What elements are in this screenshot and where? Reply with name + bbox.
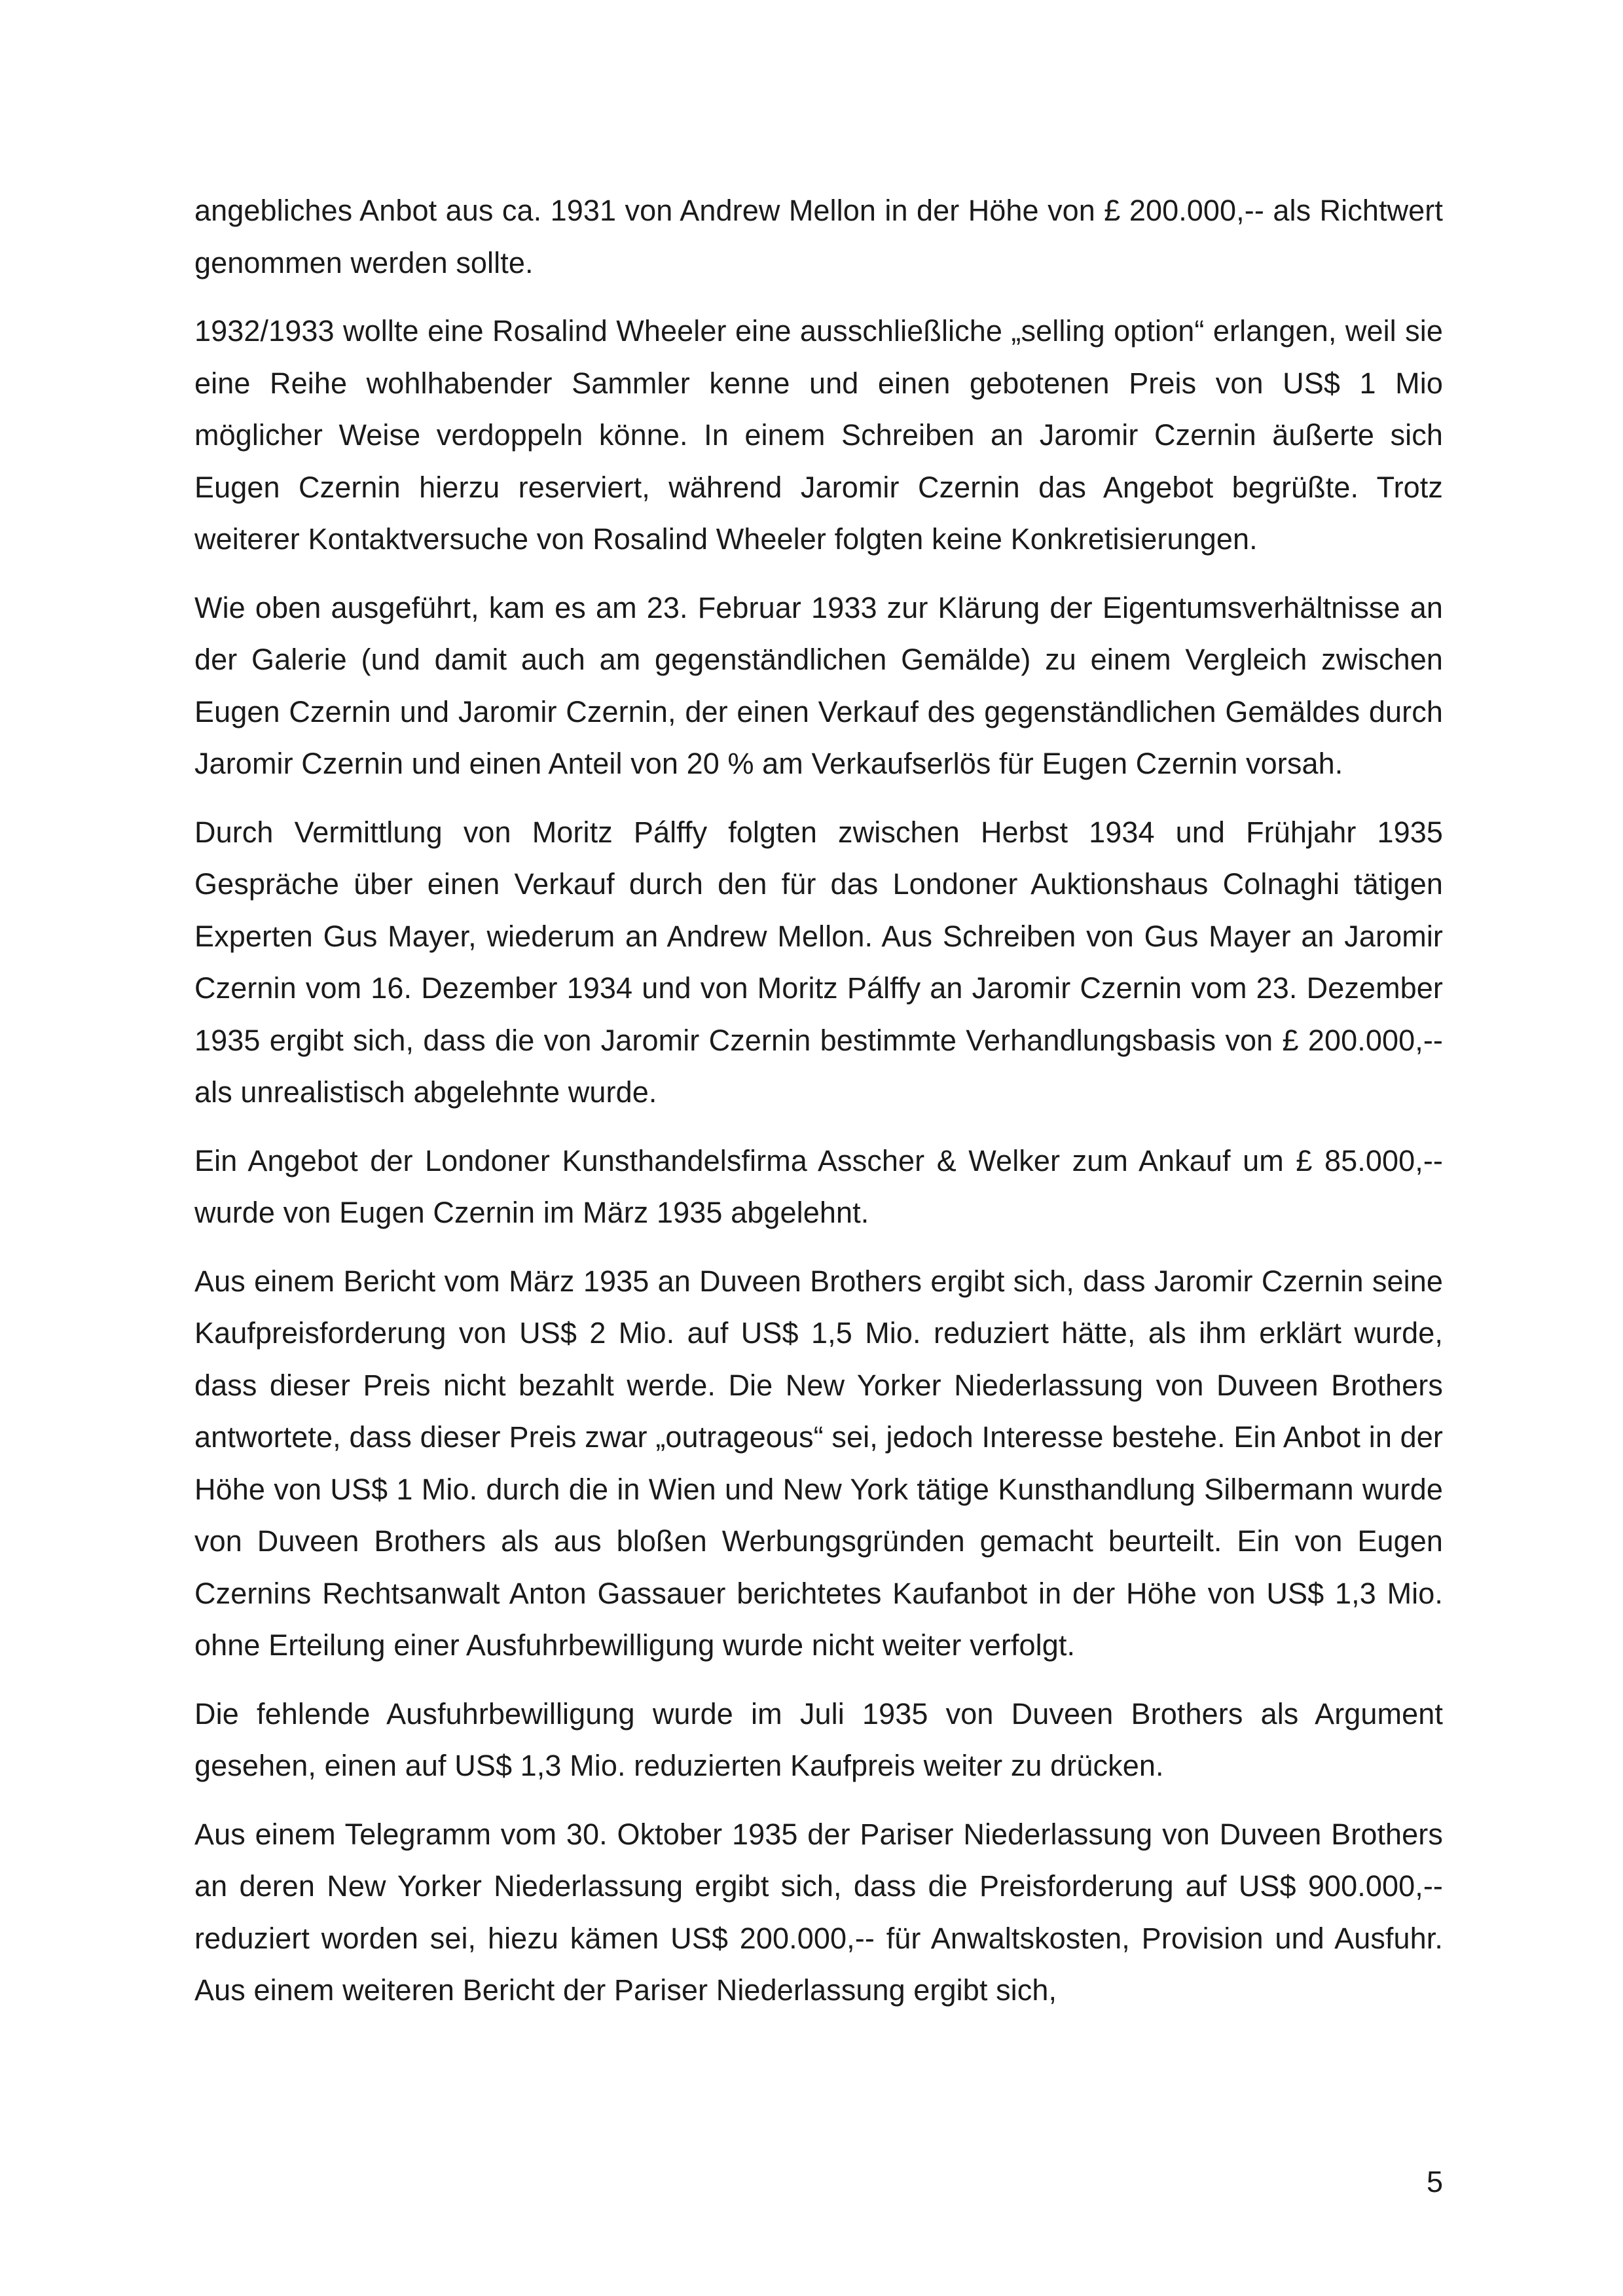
document-body (194, 185, 1443, 2033)
paragraph-8: Aus einem Telegramm vom 30. Oktober 1935 der Pariser Niederlassung von Duveen Brothers an deren New Yorker Niederlassung ergibt sich, dass die Preisforderung auf US$ 900.000,-- reduziert worden sei, hiezu kämen US$ 200.000,-- für Anwaltskosten, Provision und Ausfuhr. Aus einem weiteren Bericht der Pariser Niederlassung ergibt sich, (194, 1817, 1443, 2007)
paragraph-3: Wie oben ausgeführt, kam es am 23. Februar 1933 zur Klärung der Eigentumsverhältnisse an der Galerie (und damit auch am gegenständlichen Gemälde) zu einem Vergleich zwischen Eugen Czernin und Jaromir Czernin, der einen Verkauf des gegenständlichen Gemäldes durch Jaromir Czernin und einen Anteil von 20 % am Verkaufserlös für Eugen Czernin vorsah. (194, 590, 1443, 780)
paragraph-4: Durch Vermittlung von Moritz Pálffy folgten zwischen Herbst 1934 und Frühjahr 1935 Gespräche über einen Verkauf durch den für das Londoner Auktionshaus Colnaghi tätigen Experten Gus Mayer, wiederum an Andrew Mellon. Aus Schreiben von Gus Mayer an Jaromir Czernin vom 16. Dezember 1934 und von Moritz Pálffy an Jaromir Czernin vom 23. Dezember 1935 ergibt sich, dass die von Jaromir Czernin bestimmte Verhandlungsbasis von £ 200.000,-- als unrealistisch abgelehnte wurde. (194, 815, 1443, 1109)
paragraph-1: angebliches Anbot aus ca. 1931 von Andrew Mellon in der Höhe von £ 200.000,-- als Richtwert genommen werden sollte. (194, 194, 1443, 279)
paragraph-6: Aus einem Bericht vom März 1935 an Duveen Brothers ergibt sich, dass Jaromir Czernin seine Kaufpreisforderung von US$ 2 Mio. auf US$ 1,5 Mio. reduziert hätte, als ihm erklärt wurde, dass dieser Preis nicht bezahlt werde. Die New Yorker Niederlassung von Duveen Brothers antwortete, dass dieser Preis zwar „outrageous“ sei, jedoch Interesse bestehe. Ein Anbot in der Höhe von US$ 1 Mio. durch die in Wien und New York tätige Kunsthandlung Silbermann wurde von Duveen Brothers als aus bloßen Werbungsgründen gemacht beurteilt. Ein von Eugen Czernins Rechtsanwalt Anton Gassauer berichtetes Kaufanbot in der Höhe von US$ 1,3 Mio. ohne Erteilung einer Ausfuhrbewilligung wurde nicht weiter verfolgt. (194, 1264, 1443, 1662)
paragraph-7: Die fehlende Ausfuhrbewilligung wurde im Juli 1935 von Duveen Brothers als Argument gesehen, einen auf US$ 1,3 Mio. reduzierten Kaufpreis weiter zu drücken. (194, 1696, 1443, 1782)
page-number: 5 (1426, 2165, 1443, 2198)
paragraph-2: 1932/1933 wollte eine Rosalind Wheeler eine ausschließliche „selling option“ erlangen, weil sie eine Reihe wohlhabender Sammler kenne und einen gebotenen Preis von US$ 1 Mio möglicher Weise verdoppeln könne. In einem Schreiben an Jaromir Czernin äußerte sich Eugen Czernin hierzu reserviert, während Jaromir Czernin das Angebot begrüßte. Trotz weiterer Kontaktversuche von Rosalind Wheeler folgten keine Konkretisierungen. (194, 314, 1443, 556)
paragraph-5: Ein Angebot der Londoner Kunsthandelsfirma Asscher & Welker zum Ankauf um £ 85.000,-- wurde von Eugen Czernin im März 1935 abgelehnt. (194, 1143, 1443, 1229)
